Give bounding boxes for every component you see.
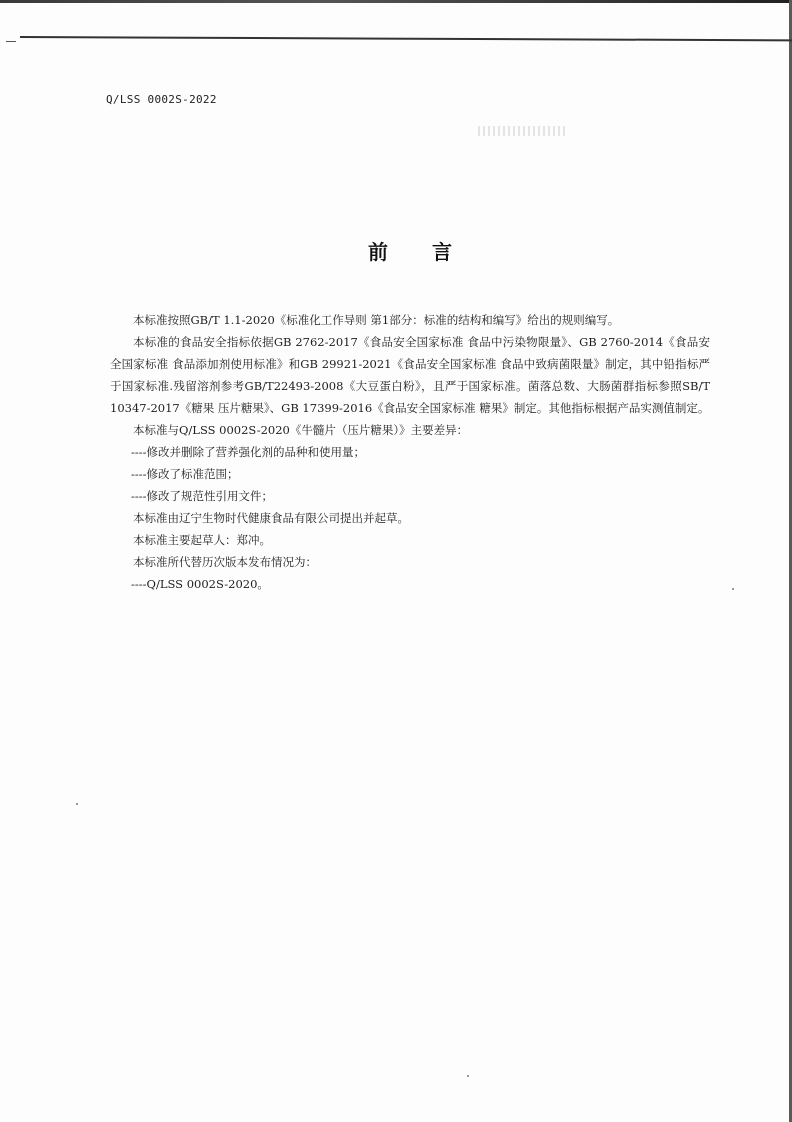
paragraph-history: 本标准所代替历次版本发布情况为：	[133, 555, 317, 569]
paragraph-drafter: 本标准主要起草人：郑冲。	[133, 533, 271, 547]
paragraph-differences: 本标准与Q/LSS 0002S-2020《牛髓片（压片糖果）》主要差异：	[133, 423, 469, 437]
list-item-change-3: ----修改了规范性引用文件；	[131, 489, 274, 503]
scan-smudge	[478, 126, 568, 136]
list-item-change-2: ----修改了标准范围；	[131, 467, 239, 481]
list-item-change-1: ----修改并删除了营养强化剂的品种和使用量；	[131, 445, 366, 459]
paragraph-drafting-rules: 本标准按照GB/T 1.1-2020《标准化工作导则 第1部分：标准的结构和编写》给出的规则编写。	[133, 313, 620, 327]
scan-speck	[732, 588, 734, 590]
header-rule	[20, 36, 792, 41]
list-item-previous-version: ----Q/LSS 0002S-2020。	[131, 577, 269, 591]
paragraph-proposer: 本标准由辽宁生物时代健康食品有限公司提出并起草。	[133, 511, 409, 525]
scan-speck	[467, 1075, 469, 1077]
document-code: Q/LSS 0002S-2022	[106, 93, 217, 106]
page-title: 前言	[368, 240, 496, 264]
paragraph-safety-indicators: 本标准的食品安全指标依据GB 2762-2017《食品安全国家标准 食品中污染物限量》、GB 2760-2014《食品安全国家标准 食品添加剂使用标准》和GB 29921-2021《食品安全国家标准 食品中致病菌限量》制定，其中铅指标严于国家标准.残留溶剂参考GB/T22493-2008《大豆蛋白粉》，且严于国家标准。菌落总数、大肠菌群指标参照SB/T 10347-2017《糖果 压片糖果》、GB 17399-2016《食品安全国家标准 糖果》制定。其他指标根据产品实测值制定。	[110, 335, 710, 415]
scan-top-edge	[0, 0, 792, 3]
foreword-body	[110, 309, 710, 595]
scan-speck	[76, 803, 78, 805]
header-tick-mark	[6, 41, 16, 42]
